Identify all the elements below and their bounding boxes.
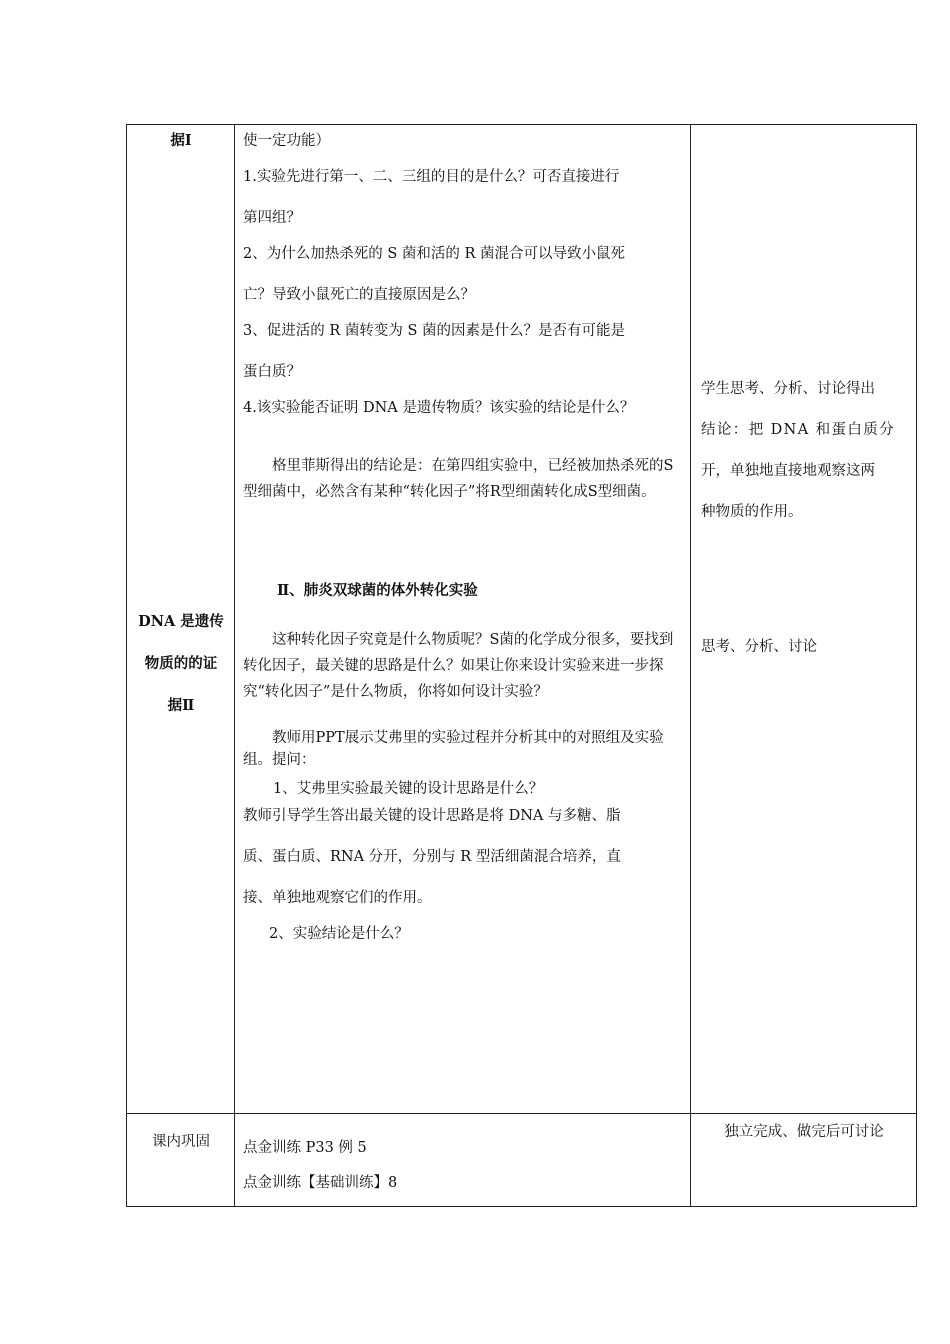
student-activity-line: 种物质的作用。 <box>701 504 803 520</box>
consolidate-activity-cell <box>691 1114 917 1207</box>
question-1: 1.实验先进行第一、二、三组的目的是什么？可否直接进行 <box>243 169 620 185</box>
consolidate-activity: 独立完成、做完后可讨论 <box>724 1124 884 1140</box>
consolidate-content-cell <box>235 1114 691 1207</box>
griffith-conclusion: 格里菲斯得出的结论是：在第四组实验中，已经被加热杀死的S型细菌中，必然含有某种“转化因子”将R型细菌转化成S型细菌。 <box>243 458 674 500</box>
student-activity-line: 学生思考、分析、讨论得出 <box>701 381 875 397</box>
avery-question-2: 2、实验结论是什么？ <box>269 926 409 942</box>
avery-answer-line: 质、蛋白质、RNA 分开，分别与 R 型活细菌混合培养，直 <box>243 849 621 865</box>
table-row <box>127 125 917 1114</box>
teacher-paragraph: 教师用PPT展示艾弗里的实验过程并分析其中的对照组及实验组。提问： <box>243 730 664 768</box>
transform-factor-paragraph: 这种转化因子究竟是什么物质呢？S菌的化学成分很多，要找到转化因子，最关键的思路是什么？如果让你来设计实验来进一步探究“转化因子”是什么物质，你将如何设计实验？ <box>243 632 674 700</box>
discuss-activity: 思考、分析、讨论 <box>701 639 817 655</box>
section-label-line: 据Ⅱ <box>167 697 195 714</box>
section-heading: Ⅱ、肺炎双球菌的体外转化实验 <box>277 582 478 599</box>
question-4: 4.该实验能否证明 DNA 是遗传物质？该实验的结论是什么？ <box>243 400 635 416</box>
lesson-plan-table <box>126 124 917 1207</box>
question-3: 3、促进活的 R 菌转变为 S 菌的因素是什么？是否有可能是 <box>243 323 626 339</box>
question-2-cont: 亡？导致小鼠死亡的直接原因是么？ <box>243 287 475 303</box>
student-activity-line: 结论：把 DNA 和蛋白质分 <box>701 422 896 438</box>
section-label-cell <box>127 125 235 1114</box>
avery-answer-line: 教师引导学生答出最关键的设计思路是将 DNA 与多糖、脂 <box>243 808 621 824</box>
content-line: 使一定功能） <box>243 133 330 149</box>
question-1-cont: 第四组？ <box>243 210 301 226</box>
section-label-top: 据Ⅰ <box>170 132 192 149</box>
avery-question-1: 1、艾弗里实验最关键的设计思路是什么？ <box>273 781 544 797</box>
table-row <box>127 1114 917 1207</box>
exercise-line: 点金训练 P33 例 5 <box>243 1140 367 1156</box>
exercise-line: 点金训练【基础训练】8 <box>243 1175 398 1191</box>
consolidate-label-cell <box>127 1114 235 1207</box>
question-3-cont: 蛋白质？ <box>243 364 301 380</box>
teaching-content-cell <box>235 125 691 1114</box>
student-activity-line: 开，单独地直接地观察这两 <box>701 463 875 479</box>
student-activity-cell <box>691 125 917 1114</box>
avery-answer-line: 接、单独地观察它们的作用。 <box>243 890 432 906</box>
question-2: 2、为什么加热杀死的 S 菌和活的 R 菌混合可以导致小鼠死 <box>243 246 626 262</box>
section-label-line: 物质的的证 <box>144 655 218 672</box>
section-label-line: DNA 是遗传 <box>138 613 224 630</box>
consolidate-label: 课内巩固 <box>152 1134 210 1150</box>
